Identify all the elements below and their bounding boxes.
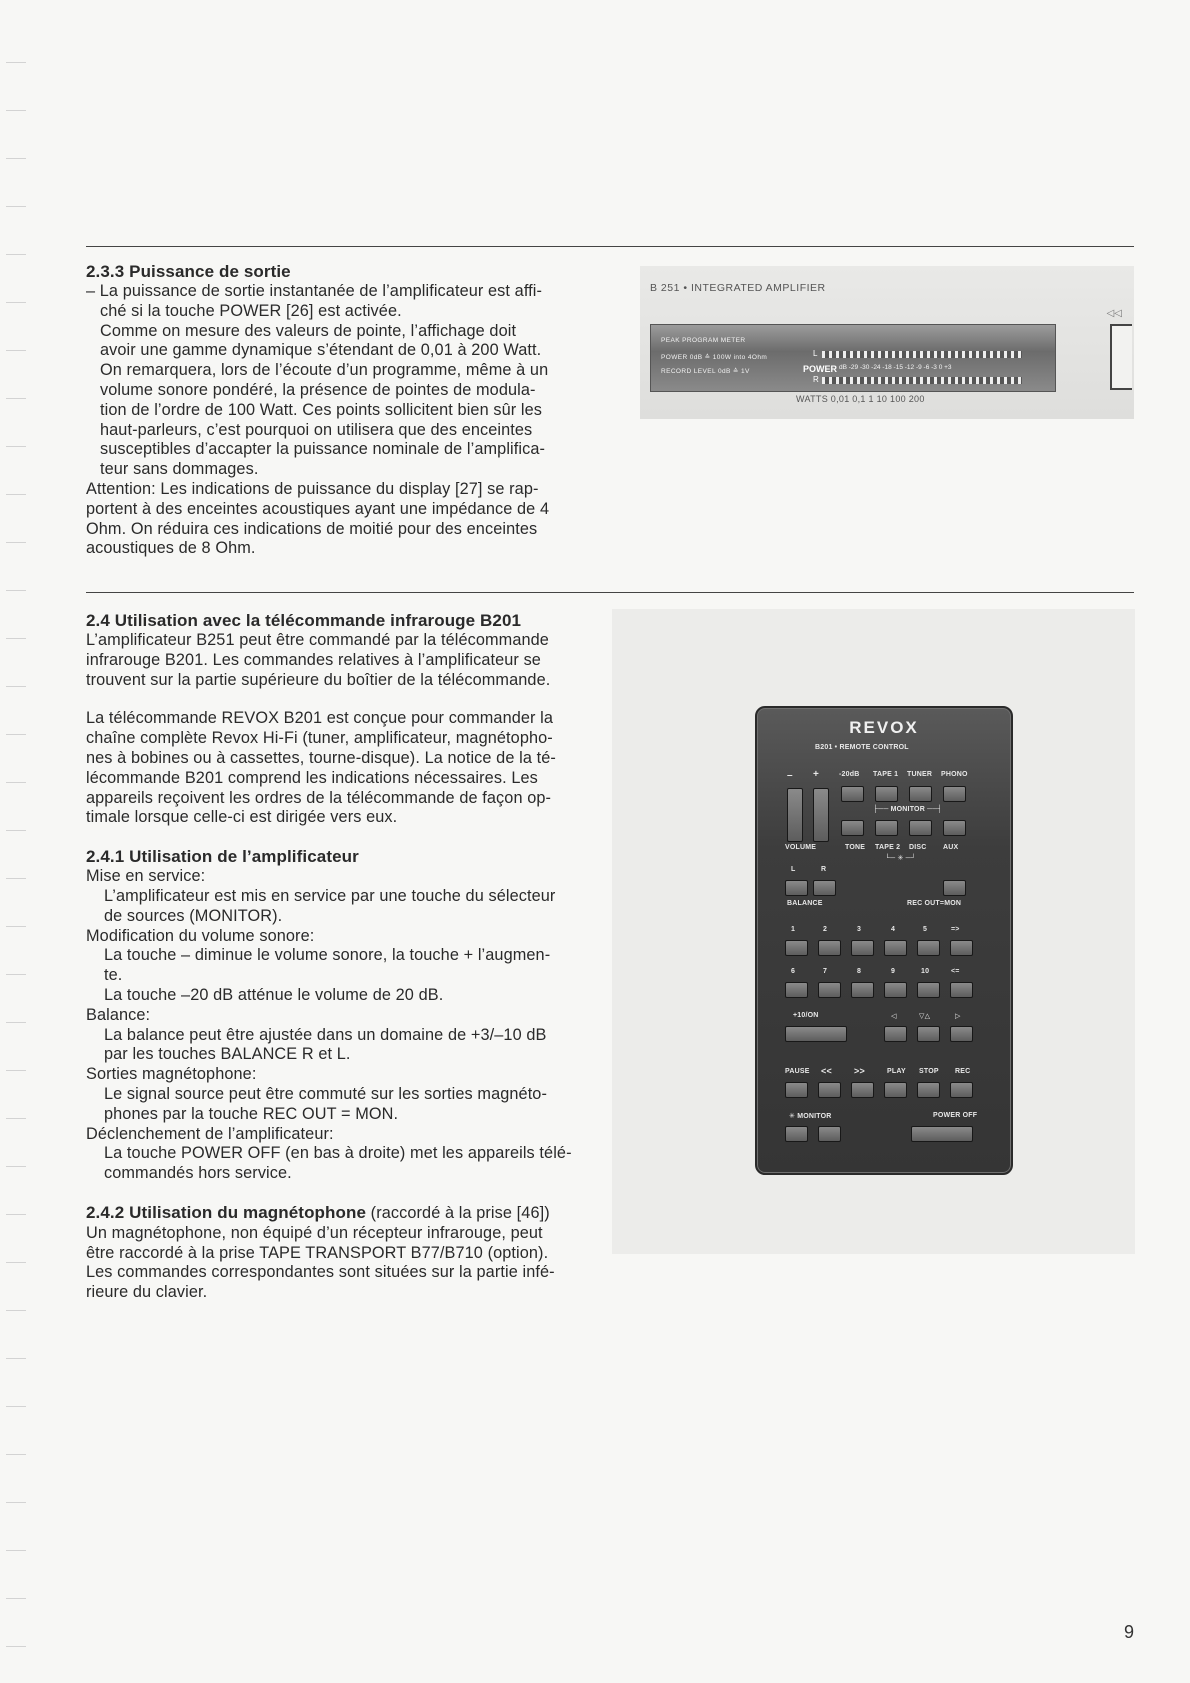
margin-tick — [6, 1598, 26, 1599]
text-line: acoustiques de 8 Ohm. — [86, 539, 256, 558]
margin-tick — [6, 206, 26, 207]
amplifier-photo — [640, 266, 1134, 419]
text-line: être raccordé à la prise TAPE TRANSPORT B77/B710 (option). — [86, 1243, 549, 1262]
text-line: La touche – diminue le volume sonore, la touche + l’augmen- — [104, 946, 551, 965]
up-down-button[interactable] — [917, 1026, 940, 1042]
margin-tick — [6, 782, 26, 783]
text-line: On remarquera, lors de l’écoute d’un programme, même à un — [100, 361, 549, 380]
margin-tick — [6, 1022, 26, 1023]
text-line: La balance peut être ajustée dans un domaine de +3/–10 dB — [104, 1025, 547, 1044]
margin-tick — [6, 1310, 26, 1311]
remote-label: DISC — [909, 844, 927, 851]
remote-label: POWER OFF — [933, 1112, 978, 1119]
watts-scale: WATTS 0,01 0,1 1 10 100 200 — [796, 394, 925, 404]
text-line: par les touches BALANCE R et L. — [104, 1045, 351, 1064]
previous-button[interactable] — [950, 982, 973, 998]
remote-label: REC — [955, 1068, 971, 1075]
margin-tick — [6, 1262, 26, 1263]
remote-label: PLAY — [887, 1068, 906, 1075]
plus-10-on-button[interactable] — [785, 1026, 847, 1042]
margin-tick — [6, 1070, 26, 1071]
text-line: appareils reçoivent les ordres de la télécommande de façon op- — [86, 788, 552, 807]
text-line: trouvent sur la partie supérieure du boîtier de la télécommande. — [86, 670, 551, 689]
rule-top — [86, 246, 1134, 247]
amplifier-indicator: ◁◁ — [1106, 308, 1122, 319]
text-line: nes à bobines ou à cassettes, tourne-disque). La notice de la té- — [86, 748, 556, 767]
remote-label: STOP — [919, 1068, 939, 1075]
digit-7-button[interactable] — [818, 982, 841, 998]
margin-tick — [6, 1502, 26, 1503]
text-line: Attention: Les indications de puissance du display [27] se rap- — [86, 479, 539, 498]
power-off-button[interactable] — [911, 1126, 973, 1142]
section-heading: 2.3.3 Puissance de sortie — [86, 262, 291, 281]
text-line: volume sonore pondéré, la présence de pointes de modula- — [100, 380, 536, 399]
section-2-4 — [86, 611, 606, 1303]
section-heading: 2.4 Utilisation avec la télécommande infrarouge B201 — [86, 611, 522, 630]
amplifier-side-frame — [1110, 324, 1132, 390]
text-line: teur sans dommages. — [100, 460, 259, 479]
remote-label: VOLUME — [785, 844, 817, 851]
margin-ticks — [6, 0, 28, 1683]
text-line: susceptibles d’accapter la puissance nominale de l’amplifica- — [100, 440, 546, 459]
digit-8-button[interactable] — [851, 982, 874, 998]
tape2-button[interactable] — [875, 820, 898, 836]
margin-tick — [6, 302, 26, 303]
remote-label: 1 — [791, 926, 796, 933]
section-heading: 2.4.1 Utilisation de l’amplificateur — [86, 847, 359, 867]
balance-left-button[interactable] — [785, 880, 808, 896]
rewind-button[interactable] — [818, 1082, 841, 1098]
rule-middle — [86, 592, 1134, 593]
text-line: te. — [104, 966, 123, 985]
remote-label: 4 — [891, 926, 896, 933]
monitor-bracket-label: ├── MONITOR ──┤ — [873, 806, 943, 813]
margin-tick — [6, 830, 26, 831]
amplifier-model-label: B 251 • INTEGRATED AMPLIFIER — [650, 282, 826, 294]
remote-label: ✳ MONITOR — [789, 1113, 832, 1120]
peak-meter-display — [650, 324, 1056, 392]
remote-label: 2 — [823, 926, 828, 933]
remote-label: + — [813, 769, 820, 780]
remote-label: TAPE 2 — [875, 844, 901, 851]
balance-right-button[interactable] — [813, 880, 836, 896]
remote-label: R — [821, 866, 827, 873]
text-line: Ohm. On réduira ces indications de moitié pour des enceintes — [86, 519, 538, 538]
remote-label: – — [787, 770, 793, 781]
volume-up-button[interactable] — [813, 788, 829, 842]
margin-tick — [6, 878, 26, 879]
aux-button[interactable] — [943, 820, 966, 836]
subsection-label: Modification du volume sonore: — [86, 926, 315, 945]
text-line: chaîne complète Revox Hi-Fi (tuner, amplificateur, magnétopho- — [86, 729, 553, 748]
remote-label: TUNER — [907, 771, 933, 778]
remote-label: ◁ — [891, 1013, 897, 1020]
rec-out-mon-button[interactable] — [943, 880, 966, 896]
section-heading: 2.4.2 Utilisation du magnétophone — [86, 1202, 367, 1222]
margin-tick — [6, 1166, 26, 1167]
remote-label: REC OUT=MON — [907, 900, 962, 907]
remote-label: PAUSE — [785, 1068, 810, 1075]
remote-brand-logo: REVOX — [849, 718, 919, 737]
tone-button[interactable] — [841, 820, 864, 836]
remote-model-label: B201 • REMOTE CONTROL — [815, 744, 909, 751]
margin-tick — [6, 974, 26, 975]
display-line: PEAK PROGRAM METER — [661, 337, 746, 344]
subsection-label: Balance: — [86, 1005, 151, 1024]
subsection-label: Mise en service: — [86, 867, 206, 886]
text-line: La touche POWER OFF (en bas à droite) met les appareils télé- — [104, 1144, 572, 1163]
fast-forward-button[interactable] — [851, 1082, 874, 1098]
margin-tick — [6, 446, 26, 447]
subsection-label: Déclenchement de l’amplificateur: — [86, 1124, 334, 1143]
remote-label: -20dB — [839, 771, 860, 778]
margin-tick — [6, 62, 26, 63]
monitor-star-button[interactable] — [785, 1126, 808, 1142]
digit-5-button[interactable] — [917, 940, 940, 956]
text-line: tion de l’ordre de 100 Watt. Ces points sollicitent bien sûr les — [100, 400, 542, 419]
margin-tick — [6, 686, 26, 687]
remote-label: 5 — [923, 926, 928, 933]
remote-label: PHONO — [941, 771, 968, 778]
remote-label: +10/ON — [793, 1012, 819, 1019]
remote-label: 3 — [857, 926, 862, 933]
text-line: rieure du clavier. — [86, 1283, 208, 1302]
margin-tick — [6, 1454, 26, 1455]
play-button[interactable] — [884, 1082, 907, 1098]
minus-20db-button[interactable] — [841, 786, 864, 802]
remote-label: ▷ — [955, 1013, 961, 1020]
section-2-3-3 — [86, 262, 606, 559]
text-line: avoir une gamme dynamique s’étendant de 0,01 à 200 Watt. — [100, 341, 542, 360]
remote-label: 8 — [857, 968, 862, 975]
text-line: L’amplificateur B251 peut être commandé par la télécommande — [86, 631, 549, 649]
subsection-label: Sorties magnétophone: — [86, 1065, 257, 1084]
text-line: Les commandes correspondantes sont situées sur la partie infé- — [86, 1263, 555, 1282]
text-line: lécommande B201 comprend les indications nécessaires. Les — [86, 768, 538, 787]
text-line: La touche –20 dB atténue le volume de 20 dB. — [104, 985, 444, 1004]
remote-control — [755, 706, 1013, 1175]
text-line: Comme on mesure des valeurs de pointe, l’affichage doit — [100, 321, 517, 340]
margin-tick — [6, 254, 26, 255]
meter-bar-right — [822, 377, 1022, 384]
margin-tick — [6, 494, 26, 495]
remote-label: << — [821, 1066, 832, 1076]
digit-3-button[interactable] — [851, 940, 874, 956]
margin-tick — [6, 1118, 26, 1119]
pause-button[interactable] — [785, 1082, 808, 1098]
margin-tick — [6, 1406, 26, 1407]
phono-button[interactable] — [943, 786, 966, 802]
text-line: Le signal source peut être commuté sur les sorties magnéto- — [104, 1084, 547, 1103]
text-line: L’amplificateur est mis en service par une touche du sélecteur — [104, 886, 556, 905]
volume-down-button[interactable] — [787, 788, 803, 842]
margin-tick — [6, 1550, 26, 1551]
margin-tick — [6, 638, 26, 639]
db-scale: dB -29 -30 -24 -18 -15 -12 -9 -6 -3 0 +3 — [839, 364, 952, 371]
tape1-button[interactable] — [875, 786, 898, 802]
margin-tick — [6, 110, 26, 111]
remote-label: AUX — [943, 844, 959, 851]
page-number: 9 — [1124, 1622, 1135, 1642]
monitor-button[interactable] — [818, 1126, 841, 1142]
margin-tick — [6, 542, 26, 543]
star-bracket-label: └─ ✳ ─┘ — [885, 855, 916, 862]
stop-button[interactable] — [917, 1082, 940, 1098]
margin-tick — [6, 734, 26, 735]
margin-tick — [6, 158, 26, 159]
section-body — [86, 282, 606, 559]
margin-tick — [6, 1214, 26, 1215]
display-line: POWER 0dB ≙ 100W into 4Ohm — [661, 354, 768, 361]
text-line: Un magnétophone, non équipé d’un récepteur infrarouge, peut — [86, 1223, 543, 1242]
digit-4-button[interactable] — [884, 940, 907, 956]
digit-9-button[interactable] — [884, 982, 907, 998]
margin-tick — [6, 1646, 26, 1647]
text-line: phones par la touche REC OUT = MON. — [104, 1104, 399, 1123]
text-line: de sources (MONITOR). — [104, 906, 283, 925]
remote-label: 10 — [921, 968, 930, 975]
text-line: ché si la touche POWER [26] est activée. — [100, 301, 402, 320]
meter-bar-left — [822, 351, 1022, 358]
next-button[interactable] — [950, 940, 973, 956]
digit-1-button[interactable] — [785, 940, 808, 956]
left-button[interactable] — [884, 1026, 907, 1042]
record-button[interactable] — [950, 1082, 973, 1098]
remote-label: >> — [854, 1066, 865, 1076]
text-line: – La puissance de sortie instantanée de l’amplificateur est affi- — [86, 282, 543, 300]
digit-10-button[interactable] — [917, 982, 940, 998]
remote-label: BALANCE — [787, 900, 823, 907]
remote-label: 7 — [823, 968, 828, 975]
remote-label: TONE — [845, 844, 866, 851]
margin-tick — [6, 926, 26, 927]
channel-r-label: R — [813, 375, 819, 384]
remote-label: => — [951, 926, 960, 933]
heading-suffix: (raccordé à la prise [46]) — [366, 1203, 550, 1222]
text-line: portent à des enceintes acoustiques ayant une impédance de 4 — [86, 499, 550, 518]
text-line: commandés hors service. — [104, 1164, 292, 1183]
margin-tick — [6, 350, 26, 351]
margin-tick — [6, 1358, 26, 1359]
right-button[interactable] — [950, 1026, 973, 1042]
channel-l-label: L — [813, 349, 818, 358]
text-line: haut-parleurs, c’est pourquoi on utilisera que des enceintes — [100, 420, 533, 439]
disc-button[interactable] — [909, 820, 932, 836]
remote-photo — [612, 609, 1135, 1254]
remote-label: 6 — [791, 968, 796, 975]
text-line: La télécommande REVOX B201 est conçue pour commander la — [86, 709, 554, 728]
remote-label: 9 — [891, 968, 896, 975]
digit-2-button[interactable] — [818, 940, 841, 956]
text-line: timale lorsque celle-ci est dirigée vers eux. — [86, 808, 398, 827]
margin-tick — [6, 398, 26, 399]
power-label: POWER — [803, 364, 838, 374]
remote-label: ▽△ — [919, 1013, 931, 1020]
digit-6-button[interactable] — [785, 982, 808, 998]
remote-label: <= — [951, 968, 960, 975]
margin-tick — [6, 590, 26, 591]
display-line: RECORD LEVEL 0dB ≙ 1V — [661, 368, 750, 375]
remote-label: TAPE 1 — [873, 771, 899, 778]
remote-label: L — [791, 866, 796, 873]
text-line: infrarouge B201. Les commandes relatives à l’amplificateur se — [86, 650, 541, 669]
tuner-button[interactable] — [909, 786, 932, 802]
section-2-4-2-heading-line — [86, 1203, 606, 1224]
